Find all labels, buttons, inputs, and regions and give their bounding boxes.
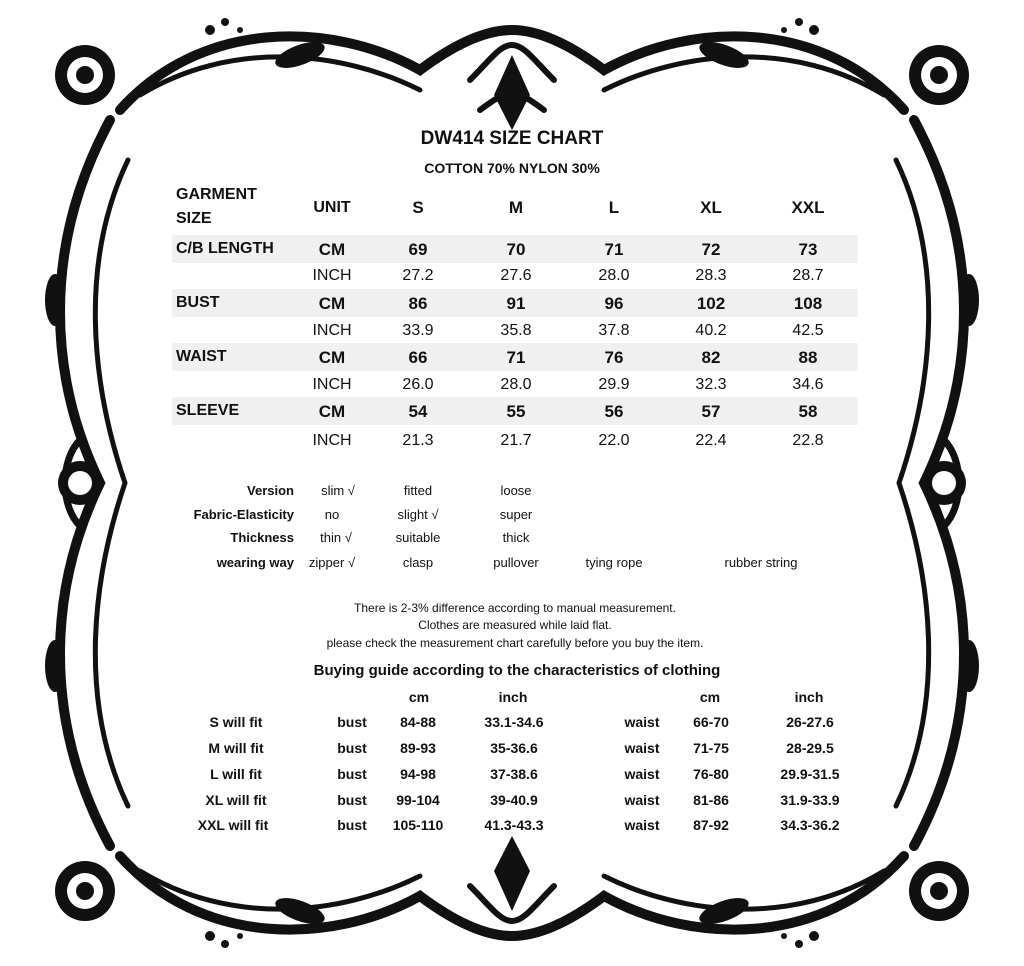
chart-title: DW414 SIZE CHART <box>420 128 604 149</box>
garment-size-header-line2: SIZE <box>176 210 212 227</box>
table-cell: 28.3 <box>695 267 727 284</box>
guide-waist-cm: 71-75 <box>693 740 729 756</box>
spec-option: rubber string <box>724 555 798 570</box>
table-cell: 29.9 <box>598 376 630 393</box>
guide-waist-label: waist <box>624 766 660 782</box>
table-cell: 70 <box>506 240 526 259</box>
note-line: There is 2-3% difference according to manual measurement. <box>354 601 676 615</box>
unit-inch: INCH <box>312 376 352 393</box>
guide-cm-header: cm <box>699 689 721 705</box>
spec-option: super <box>499 507 533 522</box>
table-cell: 72 <box>701 240 721 259</box>
spec-label-version: Version <box>247 483 294 498</box>
guide-inch-header: inch <box>794 689 824 705</box>
row-label-cb-length: C/B LENGTH <box>176 240 274 257</box>
spec-option: no <box>324 507 340 522</box>
guide-bust-inch: 35-36.6 <box>490 740 538 756</box>
spec-label-fabric-elasticity: Fabric-Elasticity <box>193 507 294 522</box>
guide-bust-inch: 37-38.6 <box>490 766 538 782</box>
table-cell: 91 <box>506 294 526 313</box>
guide-bust-cm: 89-93 <box>400 740 436 756</box>
table-cell: 33.9 <box>402 322 434 339</box>
guide-waist-inch: 34.3-36.2 <box>780 817 840 833</box>
guide-waist-cm: 66-70 <box>693 714 729 730</box>
guide-bust-label: bust <box>337 817 367 833</box>
guide-waist-label: waist <box>624 714 660 730</box>
guide-cm-header: cm <box>408 689 430 705</box>
guide-waist-label: waist <box>624 817 660 833</box>
table-cell: 34.6 <box>792 376 824 393</box>
guide-waist-inch: 28-29.5 <box>786 740 834 756</box>
table-cell: 40.2 <box>695 322 727 339</box>
unit-cm: CM <box>318 240 346 259</box>
guide-waist-label: waist <box>624 740 660 756</box>
table-cell: 37.8 <box>598 322 630 339</box>
note-line: Clothes are measured while laid flat. <box>418 618 612 632</box>
guide-bust-cm: 99-104 <box>396 792 440 808</box>
row-label-sleeve: SLEEVE <box>176 402 240 419</box>
table-cell: 56 <box>604 402 624 421</box>
spec-option: slight √ <box>397 507 439 522</box>
unit-inch: INCH <box>312 322 352 339</box>
table-cell: 88 <box>798 348 818 367</box>
guide-bust-cm: 94-98 <box>400 766 436 782</box>
buying-guide-title: Buying guide according to the characteristics of clothing <box>313 662 721 679</box>
table-cell: 102 <box>696 294 726 313</box>
guide-bust-inch: 33.1-34.6 <box>484 714 544 730</box>
unit-cm: CM <box>318 402 346 421</box>
guide-bust-cm: 84-88 <box>400 714 436 730</box>
table-cell: 76 <box>604 348 624 367</box>
size-header-xxl: XXL <box>791 198 825 217</box>
table-cell: 22.4 <box>695 432 727 449</box>
guide-bust-label: bust <box>337 792 367 808</box>
spec-option: pullover <box>493 555 539 570</box>
table-cell: 35.8 <box>500 322 532 339</box>
guide-waist-inch: 31.9-33.9 <box>780 792 840 808</box>
table-cell: 28.0 <box>598 267 630 284</box>
table-cell: 73 <box>798 240 818 259</box>
size-header-xl: XL <box>700 198 722 217</box>
guide-fit-label: XL will fit <box>205 792 267 808</box>
spec-label-wearing-way: wearing way <box>216 555 294 570</box>
table-cell: 57 <box>701 402 721 421</box>
guide-fit-label: M will fit <box>208 740 264 756</box>
guide-bust-inch: 41.3-43.3 <box>484 817 544 833</box>
table-cell: 108 <box>793 294 823 313</box>
chart-subtitle: COTTON 70% NYLON 30% <box>424 160 600 176</box>
table-cell: 27.2 <box>402 267 434 284</box>
unit-cm: CM <box>318 294 346 313</box>
table-cell: 28.0 <box>500 376 532 393</box>
table-cell: 66 <box>408 348 428 367</box>
size-header-m: M <box>508 198 524 217</box>
table-cell: 21.3 <box>402 432 434 449</box>
table-cell: 86 <box>408 294 428 313</box>
guide-waist-cm: 81-86 <box>693 792 729 808</box>
table-cell: 71 <box>506 348 526 367</box>
spec-option: tying rope <box>585 555 643 570</box>
table-cell: 42.5 <box>792 322 824 339</box>
size-header-l: L <box>608 198 620 217</box>
unit-cm: CM <box>318 348 346 367</box>
table-cell: 26.0 <box>402 376 434 393</box>
row-label-bust: BUST <box>176 294 220 311</box>
spec-option: loose <box>500 483 532 498</box>
unit-header: UNIT <box>313 199 351 216</box>
spec-option: thin √ <box>320 530 352 545</box>
spec-label-thickness: Thickness <box>230 530 294 545</box>
guide-bust-label: bust <box>337 714 367 730</box>
table-cell: 22.8 <box>792 432 824 449</box>
guide-waist-inch: 26-27.6 <box>786 714 834 730</box>
spec-option: slim √ <box>321 483 355 498</box>
guide-waist-inch: 29.9-31.5 <box>780 766 840 782</box>
guide-bust-label: bust <box>337 740 367 756</box>
table-cell: 82 <box>701 348 721 367</box>
table-cell: 28.7 <box>792 267 824 284</box>
guide-bust-cm: 105-110 <box>392 817 444 833</box>
spec-option: thick <box>502 530 530 545</box>
row-label-waist: WAIST <box>176 348 227 365</box>
guide-waist-label: waist <box>624 792 660 808</box>
guide-fit-label: XXL will fit <box>197 817 269 833</box>
spec-option: clasp <box>402 555 434 570</box>
table-cell: 54 <box>408 402 428 421</box>
note-line: please check the measurement chart carefully before you buy the item. <box>326 636 704 650</box>
spec-option: fitted <box>403 483 433 498</box>
guide-fit-label: S will fit <box>209 714 263 730</box>
guide-inch-header: inch <box>498 689 528 705</box>
table-cell: 58 <box>798 402 818 421</box>
unit-inch: INCH <box>312 267 352 284</box>
guide-waist-cm: 87-92 <box>693 817 729 833</box>
table-cell: 55 <box>506 402 526 421</box>
garment-size-header-line1: GARMENT <box>176 186 257 203</box>
table-cell: 71 <box>604 240 624 259</box>
guide-bust-inch: 39-40.9 <box>490 792 538 808</box>
table-cell: 21.7 <box>500 432 532 449</box>
spec-option: zipper √ <box>308 555 356 570</box>
guide-fit-label: L will fit <box>210 766 262 782</box>
guide-bust-label: bust <box>337 766 367 782</box>
spec-option: suitable <box>395 530 441 545</box>
table-cell: 69 <box>408 240 428 259</box>
table-cell: 22.0 <box>598 432 630 449</box>
table-cell: 27.6 <box>500 267 532 284</box>
guide-waist-cm: 76-80 <box>693 766 729 782</box>
unit-inch: INCH <box>312 432 352 449</box>
table-cell: 32.3 <box>695 376 727 393</box>
table-cell: 96 <box>604 294 624 313</box>
size-header-s: S <box>412 198 424 217</box>
